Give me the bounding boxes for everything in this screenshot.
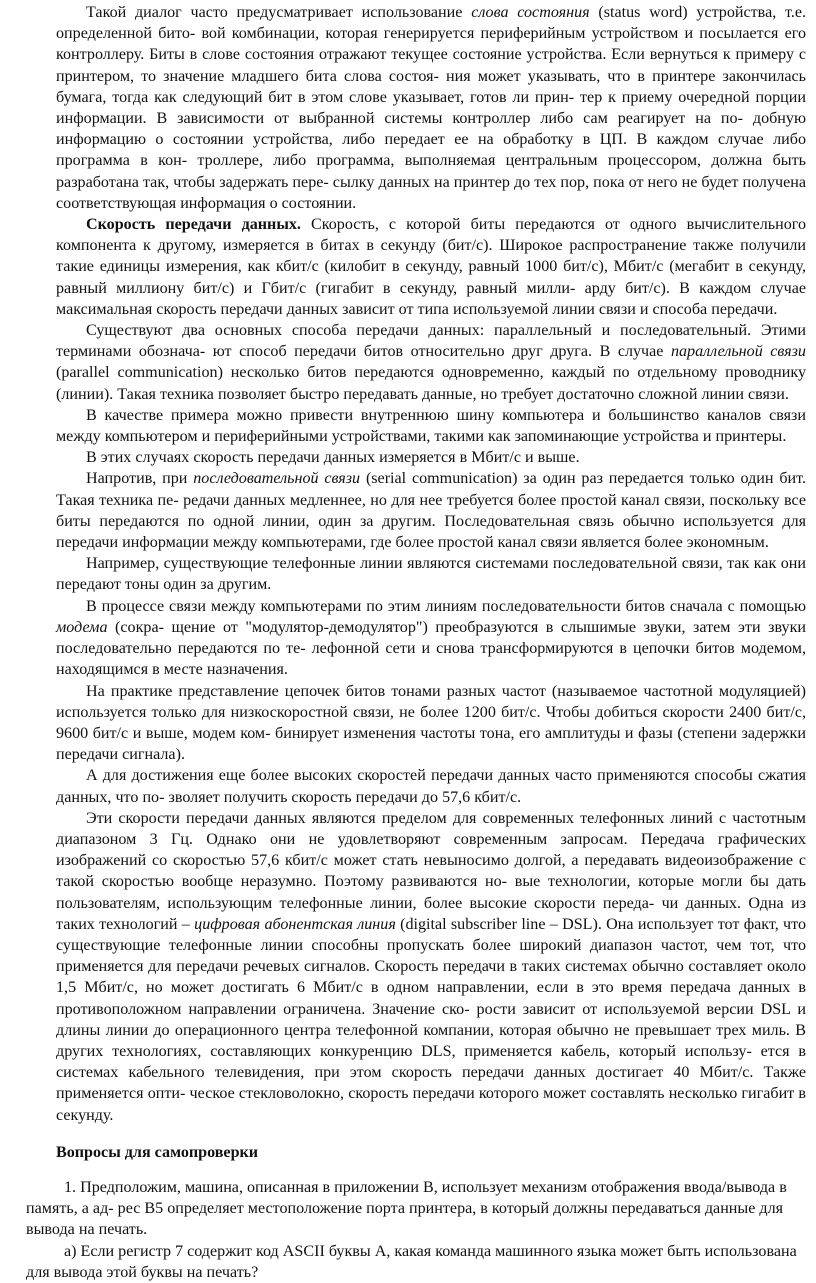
paragraph [26,553,806,595]
text-run: Напротив, при [86,470,194,488]
text-run: Существуют два основных способа передачи данных: параллельный и последовательный. Этими терминами обознача- ют способ передачи битов относительно друг друга. В случае [56,322,806,361]
text-run: На практике представление цепочек битов тонами разных частот (называемое частотной модуляцией) используется только для низкоскоростной связи, не более 1200 бит/с. Чтобы добиться скорости 2400 бит/с, 9600 бит/с и выше, модем ком- бинирует изменения частоты тона, его амплитуды и фазы (степени задержки передачи сигнала). [56,682,806,764]
paragraph [26,808,806,1126]
text-run: (сокра- щение от "модулятор-демодулятор") преобразуются в слышимые звуки, затем эти звуки последовательно передаются по те- лефонной сети и снова трансформируются в цепочки битов модемом, находящимся в месте назначения. [56,618,806,679]
text-run: Например, существующие телефонные линии являются системами последовательной связи, так как они передают тоны один за другим. [56,555,806,594]
paragraph [26,405,806,447]
text-run: В качестве примера можно привести внутреннюю шину компьютера и большинство каналов связи между компьютером и периферийными устройствами, такими как запоминающие устройства и принтеры. [56,406,806,446]
text-run: (status word) устройства, т.е. определенной бито- вой комбинации, которая генерируется периферийным устройством и посылается его контроллеру. Биты в слове состояния отражают текущее состояние устройства. Если вернуться к примеру с принтером, то значение младшего бита слова состоя- ния может указывать, что в принтере закончилась бумага, тогда как следующий бит в этом слове указывает, готов ли прин- тер к приему очередной порции информации. В зависимости от выбранной системы контроллер либо сам реагирует на по- добную информацию о состоянии устройства, либо передает ее на обработку в ЦП. В каждом случае либо программа в кон- троллере, либо программа, выполняемая центральным процессором, должна быть разработана так, чтобы задержать пере- сылку данных на принтер до тех пор, пока от него не будет получена соответствующая информация о состоянии. [56,4,807,212]
question-item: а) Если регистр 7 содержит код ASCII буквы A, какая команда машинного языка может быть использована для вывода этой буквы на печать? [26,1242,797,1281]
question-item: 1. Предположим, машина, описанная в приложении В, использует механизм отображения ввода/вывода в память, а ад- рес B5 определяет местоположение порта принтера, в который должны передаваться данные для вывода на печать. [26,1178,787,1239]
text-run: В этих случаях скорость передачи данных измеряется в Мбит/с и выше. [86,449,580,467]
text-run: (parallel communication) несколько битов передаются одновременно, каждый по отдельному проводнику (линии). Такая техника позволяет быстро передавать данные, но требует достаточно сложной линии связи. [56,364,806,403]
paragraph [26,765,806,807]
body-text [56,2,806,1126]
paragraph [26,2,806,214]
questions-heading: Вопросы для самопроверки [56,1143,259,1161]
paragraph [26,447,806,468]
italic-term: слова состояния [471,4,590,21]
italic-term: цифровая абонентская линия [194,915,396,933]
paragraph [26,214,806,320]
text-run: Скорость, с которой биты передаются от одного вычислительного компонента к другому, измеряется в битах в секунду (бит/с). Широкое распространение также получили такие единицы измерения, как кбит/с (килобит в секунду, равный 1000 бит/с), Мбит/с (мегабит в секунду, равный миллиону бит/с) и Гбит/с (гигабит в секунду, равный милли- арду бит/с). В каждом случае максимальная скорость передачи данных зависит от типа используемой линии связи и способа передачи. [56,216,806,318]
text-run: В процессе связи между компьютерами по этим линиям последовательности битов сначала с помощью [86,597,806,615]
paragraph [26,320,806,405]
italic-term: модема [56,618,108,636]
text-run: (serial communication) за один раз передается только один бит. Такая техника пе- редачи данных медленнее, но для нее требуется более простой канал связи, поскольку все биты передаются по одной линии, один за другим. Последовательная связь обычно используется для передачи информации между компьютерами, где более простой канал связи является более экономным. [56,470,806,552]
paragraph [26,468,806,553]
text-run: Такой диалог часто предусматривает использование [86,4,472,21]
text-run: Эти скорости передачи данных являются пределом для современных телефонных линий с частотным диапазоном 3 Гц. Однако они не удовлетворяют современным запросам. Передача графических изображений со скоростью 57,6 кбит/с может стать невыносимо долгой, а передавать видеоизображение с такой скоростью вообще неразумно. Поэтому развиваются но- вые технологии, которые могли бы дать пользователям, использующим телефонные линии, более высокие скорости переда- чи данных. Одна из таких технологий – [56,809,806,933]
italic-term: параллельной связи [670,343,806,361]
paragraph [26,681,806,766]
italic-term: последовательной связи [193,470,361,488]
text-run: А для достижения еще более высоких скоростей передачи данных часто применяются способы сжатия данных, что по- зволяет получить скорость передачи до 57,6 кбит/с. [56,767,806,806]
text-run: (digital subscriber line – DSL). Она использует тот факт, что существующие телефонные линии способны пропускать более широкий диапазон частот, чем тот, что применяется для передачи речевых сигналов. Скорость передачи в таких системах обычно составляет около 1,5 Мбит/с, но может достигать 6 Мбит/с в одном направлении, если в это время передача данных в противоположном направлении ограничена. Значение ско- рости зависит от используемой версии DSL и длины линии до операционного центра телефонной компании, которая обычно не превышает трех миль. В других технологиях, составляющих конкуренцию DLS, применяется кабель, который использу- ется в системах кабельного телевидения, при этом скорость передачи данных достигает 40 Мбит/с. Также применяется опти- ческое стекловолокно, скорость передачи которого может составлять несколько гигабит в секунду. [56,915,806,1124]
paragraph [26,596,806,681]
bold-run: Скорость передачи данных. [86,216,301,234]
questions-list [26,1177,806,1283]
